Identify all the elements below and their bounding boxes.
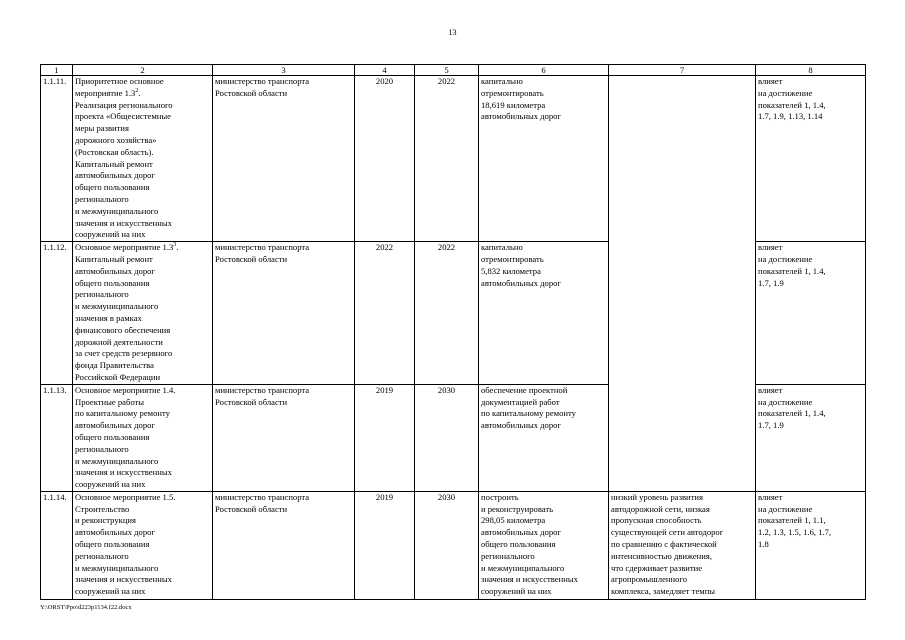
start-year: 2019 [355, 491, 415, 599]
measure-name: Основное мероприятие $1.3^3$. Капитальный ремонт автомобильных дорог общего пользования регионального и межмуниципального значения в рамках финансового обеспечения дорожной деятельности за счет средств резервного фонда Правительства Российской Федерации [73, 242, 213, 385]
indicator-link: влияет на достижение показателей 1, 1.1, 1.2, 1.3, 1.5, 1.6, 1.7, 1.8 [756, 491, 866, 599]
executor: министерство транспорта Ростовской области [213, 491, 355, 599]
measure-name: Основное мероприятие 1.4. Проектные работы по капитальному ремонту автомобильных дорог общего пользования регионального и межмуниципального значения и искусственных сооружений на них [73, 384, 213, 491]
page-number: 13 [448, 28, 457, 37]
column-header: 1 [41, 65, 73, 76]
column-header: 5 [415, 65, 479, 76]
program-table [40, 64, 866, 600]
end-year: 2030 [415, 384, 479, 491]
executor: министерство транспорта Ростовской области [213, 242, 355, 385]
file-path-footer: Y:\ORST\Ppo\d223p1134.f22.docx [40, 604, 132, 611]
consequences: низкий уровень развития автодорожной сети, низкая пропускная способность существующей сети автодорог по сравнению с фактической интенсивностью движения, что сдерживает развитие агропромышленного комплекса, замедляет темпы [609, 491, 756, 599]
indicator-link: влияет на достижение показателей 1, 1.4, 1.7, 1.9 [756, 384, 866, 491]
expected-result: построить и реконструировать 298,05 километра автомобильных дорог общего пользования регионального и межмуниципального значения и искусственных сооружений на них [479, 491, 609, 599]
indicator-link: влияет на достижение показателей 1, 1.4, 1.7, 1.9 [756, 242, 866, 385]
row-number: 1.1.12. [41, 242, 73, 385]
row-number: 1.1.11. [41, 76, 73, 242]
start-year: 2019 [355, 384, 415, 491]
column-header: 8 [756, 65, 866, 76]
end-year: 2030 [415, 491, 479, 599]
row-number: 1.1.14. [41, 491, 73, 599]
column-header: 2 [73, 65, 213, 76]
consequences [609, 76, 756, 492]
header-row [41, 65, 866, 76]
end-year: 2022 [415, 242, 479, 385]
end-year: 2022 [415, 76, 479, 242]
expected-result: капитально отремонтировать 5,832 километра автомобильных дорог [479, 242, 609, 385]
expected-result: обеспечение проектной документацией работ по капитальному ремонту автомобильных дорог [479, 384, 609, 491]
column-header: 3 [213, 65, 355, 76]
expected-result: капитально отремонтировать 18,619 километра автомобильных дорог [479, 76, 609, 242]
column-header: 4 [355, 65, 415, 76]
measure-name: Приоритетное основное мероприятие $1.3^2$. Реализация регионального проекта «Общесистемные меры развития дорожного хозяйства» (Ростовская область). Капитальный ремонт автомобильных дорог общего пользования регионального и межмуниципального значения и искусственных сооружений на них [73, 76, 213, 242]
table-row [41, 491, 866, 599]
start-year: 2020 [355, 76, 415, 242]
table-row [41, 76, 866, 242]
indicator-link: влияет на достижение показателей 1, 1.4, 1.7, 1.9, 1.13, 1.14 [756, 76, 866, 242]
executor: министерство транспорта Ростовской области [213, 384, 355, 491]
measure-name: Основное мероприятие 1.5. Строительство и реконструкция автомобильных дорог общего пользования регионального и межмуниципального значения и искусственных сооружений на них [73, 491, 213, 599]
column-header: 6 [479, 65, 609, 76]
column-header: 7 [609, 65, 756, 76]
start-year: 2022 [355, 242, 415, 385]
executor: министерство транспорта Ростовской области [213, 76, 355, 242]
row-number: 1.1.13. [41, 384, 73, 491]
